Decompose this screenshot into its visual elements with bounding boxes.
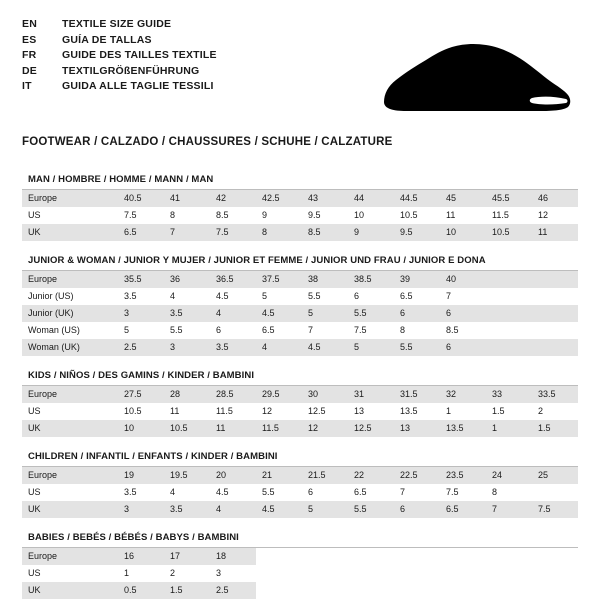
section-title: KIDS / NIÑOS / DES GAMINS / KINDER / BAMBINI (22, 370, 578, 386)
cell-empty (486, 548, 532, 565)
cell: 10.5 (486, 224, 532, 241)
cell: 9.5 (302, 207, 348, 224)
cell: 7 (440, 288, 486, 305)
cell: 7.5 (532, 501, 578, 518)
cell: 3 (164, 339, 210, 356)
cell: 8 (164, 207, 210, 224)
cell: 5.5 (164, 322, 210, 339)
cell (532, 339, 578, 356)
cell: 1.5 (486, 403, 532, 420)
cell: 28.5 (210, 386, 256, 403)
table-row (22, 403, 578, 420)
row-label: Europe (22, 467, 118, 484)
cell: 13.5 (394, 403, 440, 420)
row-label: UK (22, 420, 118, 437)
cell-empty (440, 548, 486, 565)
cell: 5.5 (394, 339, 440, 356)
cell: 12 (256, 403, 302, 420)
cell: 2.5 (210, 582, 256, 599)
cell: 30 (302, 386, 348, 403)
cell-empty (348, 548, 394, 565)
cell-empty (394, 582, 440, 599)
cell: 1.5 (164, 582, 210, 599)
size-sections (22, 174, 578, 599)
cell (532, 288, 578, 305)
cell: 25 (532, 467, 578, 484)
row-label: US (22, 207, 118, 224)
cell: 4.5 (256, 501, 302, 518)
cell: 10 (118, 420, 164, 437)
cell: 7 (302, 322, 348, 339)
cell: 38 (302, 271, 348, 288)
cell: 33.5 (532, 386, 578, 403)
row-label: US (22, 484, 118, 501)
cell: 39 (394, 271, 440, 288)
size-table (22, 190, 578, 241)
row-label: Europe (22, 271, 118, 288)
row-label: Europe (22, 386, 118, 403)
table-row (22, 271, 578, 288)
cell: 7.5 (440, 484, 486, 501)
cell: 3.5 (164, 305, 210, 322)
language-code: ES (22, 33, 37, 46)
cell: 13.5 (440, 420, 486, 437)
language-row (22, 18, 217, 34)
cell: 6 (440, 339, 486, 356)
table-row (22, 207, 578, 224)
cell (486, 271, 532, 288)
row-label: UK (22, 224, 118, 241)
size-table (22, 467, 578, 518)
cell: 3 (118, 305, 164, 322)
cell: 11.5 (256, 420, 302, 437)
cell: 5 (118, 322, 164, 339)
cell: 10.5 (118, 403, 164, 420)
cell: 1.5 (532, 420, 578, 437)
cell: 10.5 (164, 420, 210, 437)
section-title: BABIES / BEBÉS / BÉBÉS / BABYS / BAMBINI (22, 532, 578, 548)
cell: 9 (256, 207, 302, 224)
cell: 2.5 (118, 339, 164, 356)
cell: 40 (440, 271, 486, 288)
cell: 46 (532, 190, 578, 207)
cell: 22.5 (394, 467, 440, 484)
language-title: GUÍA DE TALLAS (62, 33, 152, 46)
cell-empty (256, 582, 302, 599)
cell: 28 (164, 386, 210, 403)
cell: 5.5 (302, 288, 348, 305)
cell: 5.5 (348, 305, 394, 322)
section-man (22, 174, 578, 241)
cell: 19.5 (164, 467, 210, 484)
cell: 8.5 (440, 322, 486, 339)
table-row (22, 501, 578, 518)
table-row (22, 420, 578, 437)
cell: 38.5 (348, 271, 394, 288)
table-row (22, 484, 578, 501)
language-title: TEXTILE SIZE GUIDE (62, 18, 172, 30)
cell: 1 (440, 403, 486, 420)
cell-empty (532, 565, 578, 582)
size-table (22, 386, 578, 437)
row-label: UK (22, 582, 118, 599)
cell: 2 (164, 565, 210, 582)
cell: 7 (394, 484, 440, 501)
table-row (22, 565, 578, 582)
language-row (22, 80, 217, 96)
cell: 23.5 (440, 467, 486, 484)
cell: 7.5 (348, 322, 394, 339)
cell: 17 (164, 548, 210, 565)
language-code: FR (22, 49, 37, 61)
row-label: US (22, 403, 118, 420)
cell: 11 (532, 224, 578, 241)
cell: 13 (394, 420, 440, 437)
cell: 2 (532, 403, 578, 420)
cell: 6 (302, 484, 348, 501)
cell: 40.5 (118, 190, 164, 207)
cell-empty (256, 548, 302, 565)
cell-empty (532, 548, 578, 565)
table-row (22, 339, 578, 356)
page-header (22, 18, 578, 122)
cell: 4 (210, 501, 256, 518)
cell: 4 (256, 339, 302, 356)
cell: 10 (440, 224, 486, 241)
cell: 8 (256, 224, 302, 241)
cell-empty (256, 565, 302, 582)
language-row (22, 49, 217, 65)
cell (532, 305, 578, 322)
cell (486, 288, 532, 305)
cell: 12 (302, 420, 348, 437)
cell: 27.5 (118, 386, 164, 403)
cell: 6.5 (118, 224, 164, 241)
cell: 5 (348, 339, 394, 356)
table-row (22, 322, 578, 339)
cell: 21.5 (302, 467, 348, 484)
language-row (22, 34, 217, 50)
cell: 12.5 (348, 420, 394, 437)
cell: 11 (164, 403, 210, 420)
cell: 3.5 (210, 339, 256, 356)
cell: 36 (164, 271, 210, 288)
cell (486, 305, 532, 322)
cell: 20 (210, 467, 256, 484)
table-row (22, 305, 578, 322)
cell: 33 (486, 386, 532, 403)
row-label: Woman (US) (22, 322, 118, 339)
cell: 4 (210, 305, 256, 322)
category-title: FOOTWEAR / CALZADO / CHAUSSURES / SCHUHE / CALZATURE (22, 136, 393, 148)
language-title: GUIDE DES TAILLES TEXTILE (62, 49, 217, 61)
section-kids (22, 370, 578, 437)
cell: 12.5 (302, 403, 348, 420)
cell: 6.5 (394, 288, 440, 305)
cell: 7.5 (118, 207, 164, 224)
section-title: CHILDREN / INFANTIL / ENFANTS / KINDER / BAMBINI (22, 451, 578, 467)
cell: 42.5 (256, 190, 302, 207)
cell: 0.5 (118, 582, 164, 599)
cell: 36.5 (210, 271, 256, 288)
cell: 13 (348, 403, 394, 420)
cell (532, 271, 578, 288)
table-row (22, 582, 578, 599)
language-code: DE (22, 64, 37, 77)
cell: 22 (348, 467, 394, 484)
cell: 4 (164, 288, 210, 305)
cell: 1 (486, 420, 532, 437)
cell: 5 (302, 305, 348, 322)
cell: 31 (348, 386, 394, 403)
section-title: JUNIOR & WOMAN / JUNIOR Y MUJER / JUNIOR ET FEMME / JUNIOR UND FRAU / JUNIOR E DONA (22, 255, 578, 271)
cell: 8 (394, 322, 440, 339)
cell: 12 (532, 207, 578, 224)
cell: 3.5 (118, 484, 164, 501)
cell-empty (394, 565, 440, 582)
cell: 35.5 (118, 271, 164, 288)
cell: 11.5 (486, 207, 532, 224)
cell: 4.5 (256, 305, 302, 322)
row-label: Europe (22, 190, 118, 207)
cell: 4.5 (302, 339, 348, 356)
cell (486, 339, 532, 356)
cell: 16 (118, 548, 164, 565)
cell: 9.5 (394, 224, 440, 241)
cell: 7 (486, 501, 532, 518)
cell: 11.5 (210, 403, 256, 420)
cell: 6.5 (440, 501, 486, 518)
cell: 42 (210, 190, 256, 207)
cell: 11 (440, 207, 486, 224)
cell: 6 (348, 288, 394, 305)
cell: 32 (440, 386, 486, 403)
cell: 4.5 (210, 288, 256, 305)
cell: 4.5 (210, 484, 256, 501)
row-label: UK (22, 501, 118, 518)
cell-empty (440, 565, 486, 582)
cell (486, 322, 532, 339)
cell: 44 (348, 190, 394, 207)
row-label: Junior (UK) (22, 305, 118, 322)
cell: 8.5 (210, 207, 256, 224)
cell: 43 (302, 190, 348, 207)
cell: 10 (348, 207, 394, 224)
cell: 10.5 (394, 207, 440, 224)
cell: 5 (302, 501, 348, 518)
table-row (22, 467, 578, 484)
cell: 6 (394, 305, 440, 322)
cell: 24 (486, 467, 532, 484)
cell-empty (532, 582, 578, 599)
section-title: MAN / HOMBRE / HOMME / MANN / MAN (22, 174, 578, 190)
language-code: IT (22, 80, 32, 92)
cell: 21 (256, 467, 302, 484)
row-label: Junior (US) (22, 288, 118, 305)
cell-empty (302, 565, 348, 582)
table-row (22, 224, 578, 241)
cell: 44.5 (394, 190, 440, 207)
language-code: EN (22, 18, 37, 30)
table-row (22, 386, 578, 403)
cell-empty (302, 548, 348, 565)
cell: 3.5 (118, 288, 164, 305)
cell: 18 (210, 548, 256, 565)
size-table (22, 271, 578, 356)
cell (532, 322, 578, 339)
section-babies (22, 532, 578, 599)
size-table (22, 548, 578, 599)
cell: 45 (440, 190, 486, 207)
section-junior-woman (22, 255, 578, 356)
cell-empty (394, 548, 440, 565)
cell: 1 (118, 565, 164, 582)
table-row (22, 190, 578, 207)
cell: 6 (210, 322, 256, 339)
table-row (22, 288, 578, 305)
row-label: US (22, 565, 118, 582)
cell: 45.5 (486, 190, 532, 207)
cell: 9 (348, 224, 394, 241)
cell: 7.5 (210, 224, 256, 241)
cell: 3 (210, 565, 256, 582)
cell: 5.5 (256, 484, 302, 501)
language-title: TEXTILGRÖßENFÜHRUNG (62, 64, 200, 77)
cell: 3.5 (164, 501, 210, 518)
cell: 6.5 (256, 322, 302, 339)
cell: 5.5 (348, 501, 394, 518)
table-row (22, 548, 578, 565)
row-label: Europe (22, 548, 118, 565)
row-label: Woman (UK) (22, 339, 118, 356)
cell: 37.5 (256, 271, 302, 288)
cell-empty (486, 565, 532, 582)
language-title: GUIDA ALLE TAGLIE TESSILI (62, 80, 214, 92)
cell-empty (302, 582, 348, 599)
cell-empty (348, 582, 394, 599)
cell: 4 (164, 484, 210, 501)
cell: 3 (118, 501, 164, 518)
cell: 29.5 (256, 386, 302, 403)
dress-shoe-icon (382, 36, 572, 122)
cell: 31.5 (394, 386, 440, 403)
language-title-list (22, 18, 217, 96)
cell-empty (486, 582, 532, 599)
cell-empty (440, 582, 486, 599)
cell: 7 (164, 224, 210, 241)
cell: 5 (256, 288, 302, 305)
cell: 41 (164, 190, 210, 207)
cell (532, 484, 578, 501)
section-children (22, 451, 578, 518)
cell-empty (348, 565, 394, 582)
cell: 6.5 (348, 484, 394, 501)
cell: 11 (210, 420, 256, 437)
cell: 6 (440, 305, 486, 322)
cell: 19 (118, 467, 164, 484)
cell: 8 (486, 484, 532, 501)
language-row (22, 65, 217, 81)
cell: 8.5 (302, 224, 348, 241)
cell: 6 (394, 501, 440, 518)
